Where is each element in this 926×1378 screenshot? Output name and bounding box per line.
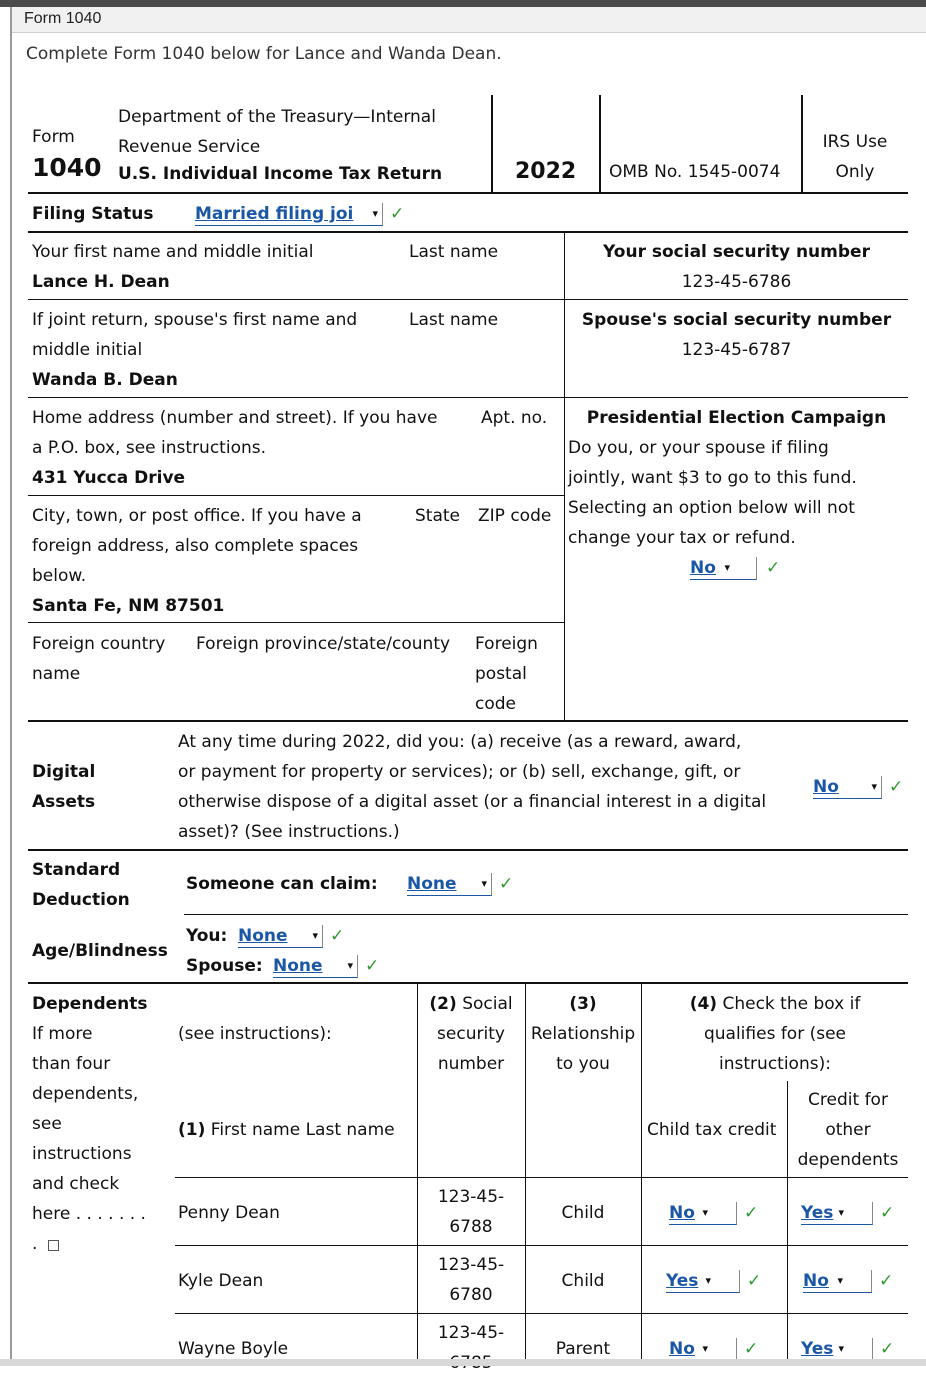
standard-label-line1: Standard xyxy=(32,860,121,880)
home-rule xyxy=(28,495,564,496)
dependent-name: Wayne Boyle xyxy=(178,1339,289,1359)
col3-header-line1: Relationship xyxy=(530,1024,636,1044)
campaign-line1: Do you, or your spouse if filing xyxy=(568,438,829,458)
campaign-line2: jointly, want $3 to go to this fund. xyxy=(568,468,857,488)
col1-header xyxy=(178,1115,395,1145)
check-icon: ✓ xyxy=(390,204,405,224)
child-credit-header: Child tax credit xyxy=(647,1120,777,1140)
dept-line2: Revenue Service xyxy=(118,137,261,157)
child-credit-value: No xyxy=(669,1339,695,1359)
omb-number: OMB No. 1545-0074 xyxy=(609,162,781,182)
col4-header-line3: instructions): xyxy=(719,1054,831,1074)
chevron-down-icon: ▾ xyxy=(837,1274,843,1287)
filing-status-rule xyxy=(28,231,908,233)
city-label-line2: foreign address, also complete spaces xyxy=(32,536,359,556)
col4-header-line1 xyxy=(642,989,908,1019)
foreign-country-line2: name xyxy=(32,664,81,684)
other-credit-select[interactable] xyxy=(801,1202,873,1225)
child-credit-select[interactable] xyxy=(666,1270,740,1293)
dependents-side-line: than four xyxy=(32,1054,111,1074)
header-divider-2 xyxy=(599,95,601,193)
chevron-down-icon: ▾ xyxy=(347,959,353,972)
digital-question-line4: asset)? (See instructions.) xyxy=(178,822,400,842)
deduction-bottom-rule xyxy=(28,982,908,984)
col3-number: (3) xyxy=(569,994,597,1014)
chevron-down-icon: ▾ xyxy=(702,1206,708,1219)
spouse-rule xyxy=(28,397,908,398)
other-credit-select[interactable] xyxy=(801,1338,873,1361)
chevron-down-icon: ▾ xyxy=(838,1206,844,1219)
child-credit-value: No xyxy=(669,1203,695,1223)
chevron-down-icon: ▾ xyxy=(702,1342,708,1355)
digital-question-line3: otherwise dispose of a digital asset (or a financial interest in a digital xyxy=(178,792,767,812)
foreign-postal-line1: Foreign xyxy=(475,634,538,654)
you-value: None xyxy=(238,926,288,946)
more-dependents-checkbox[interactable] xyxy=(48,1240,59,1251)
city-value: Santa Fe, NM 87501 xyxy=(32,596,225,616)
chevron-down-icon: ▾ xyxy=(705,1274,711,1287)
you-label: You: xyxy=(186,926,228,946)
spouse-name-label-line1: If joint return, spouse's first name and xyxy=(32,310,358,330)
check-icon: ✓ xyxy=(330,926,345,946)
state-label: State xyxy=(415,506,460,526)
check-icon: ✓ xyxy=(365,956,380,976)
dependent-relationship: Parent xyxy=(555,1339,611,1359)
form-number: 1040 xyxy=(32,153,102,182)
filing-status-value: Married filing joi xyxy=(195,204,354,224)
dependents-header-rule xyxy=(175,1177,908,1178)
col3-header-line2: to you xyxy=(556,1054,610,1074)
digital-label-line2: Assets xyxy=(32,792,96,812)
apt-label: Apt. no. xyxy=(481,408,548,428)
last-name-label: Last name xyxy=(409,242,499,262)
header-bottom-rule xyxy=(28,192,908,194)
child-credit-select[interactable] xyxy=(669,1338,737,1361)
digital-question-line2: or payment for property or services); or (b) sell, exchange, gift, or xyxy=(178,762,741,782)
tax-year: 2022 xyxy=(515,159,577,184)
home-address: 431 Yucca Drive xyxy=(32,468,186,488)
col2-header-line1 xyxy=(418,989,524,1019)
address-bottom-rule xyxy=(28,720,908,722)
chevron-down-icon: ▾ xyxy=(481,877,487,890)
someone-can-claim-value: None xyxy=(407,874,457,894)
dependent-ssn-line1: 123-45- xyxy=(437,1255,505,1275)
taxpayer-rule xyxy=(28,299,908,300)
window-title: Form 1040 xyxy=(24,10,102,27)
col4-number: (4) xyxy=(689,994,718,1014)
chevron-down-icon: ▾ xyxy=(372,207,378,220)
dependent-ssn-line2: 6780 xyxy=(449,1285,493,1305)
window-left-border xyxy=(10,7,12,1366)
campaign-select[interactable] xyxy=(690,557,757,580)
other-credit-value: No xyxy=(803,1271,829,1291)
standard-label-line2: Deduction xyxy=(32,890,130,910)
check-icon: ✓ xyxy=(747,1271,762,1291)
filing-status-label: Filing Status xyxy=(32,204,154,224)
home-label-line2: a P.O. box, see instructions. xyxy=(32,438,266,458)
other-credit-value: Yes xyxy=(801,1203,834,1223)
other-credit-select[interactable] xyxy=(803,1270,872,1293)
zip-label: ZIP code xyxy=(478,506,552,526)
someone-rule xyxy=(184,914,908,915)
dependents-side-line: If more xyxy=(32,1024,93,1044)
dependent-name: Kyle Dean xyxy=(178,1271,264,1291)
taxpayer-name: Lance H. Dean xyxy=(32,272,170,292)
city-label-line1: City, town, or post office. If you have a xyxy=(32,506,362,526)
taxpayer-ssn: 123-45-6786 xyxy=(681,272,792,292)
other-credit-header-line3: dependents xyxy=(797,1150,899,1170)
other-credit-header-line1: Credit for xyxy=(808,1090,888,1110)
filing-status-select[interactable] xyxy=(195,203,383,226)
chevron-down-icon: ▾ xyxy=(724,561,730,574)
row-rule xyxy=(175,1245,908,1246)
dependent-relationship: Child xyxy=(561,1271,605,1291)
spouse-last-name-label: Last name xyxy=(409,310,499,330)
city-label-line3: below. xyxy=(32,566,87,586)
dependent-name: Penny Dean xyxy=(178,1203,280,1223)
foreign-province-label: Foreign province/state/county xyxy=(196,634,451,654)
check-icon: ✓ xyxy=(880,1203,895,1223)
spouse-name-label-line2: middle initial xyxy=(32,340,143,360)
ssn-label: Your social security number xyxy=(603,242,870,262)
window-bottom-bar xyxy=(0,1359,926,1366)
campaign-title: Presidential Election Campaign xyxy=(586,408,887,428)
dependents-side-line: instructions xyxy=(32,1144,132,1164)
other-credit-header-line2: other xyxy=(825,1120,871,1140)
dependents-title: Dependents xyxy=(32,994,148,1014)
spouse-age-select[interactable] xyxy=(273,955,358,978)
dependent-ssn-line1: 123-45- xyxy=(437,1323,505,1343)
instructions-text: Complete Form 1040 below for Lance and Wanda Dean. xyxy=(26,44,502,64)
spouse-age-label: Spouse: xyxy=(186,956,263,976)
dependents-side-line: dependents, xyxy=(32,1084,139,1104)
campaign-value: No xyxy=(690,558,716,578)
check-icon: ✓ xyxy=(889,777,904,797)
col1-label: First name Last name xyxy=(210,1120,395,1140)
foreign-postal-line3: code xyxy=(475,694,516,714)
foreign-postal-line2: postal xyxy=(475,664,527,684)
header-divider-1 xyxy=(491,95,493,193)
check-icon: ✓ xyxy=(499,874,514,894)
irs-use-line2: Only xyxy=(835,162,875,182)
age-blindness-label: Age/Blindness xyxy=(32,941,168,961)
dependents-side-line: see xyxy=(32,1114,62,1134)
someone-can-claim-label: Someone can claim: xyxy=(186,874,378,894)
foreign-country-line1: Foreign country xyxy=(32,634,166,654)
campaign-line3: Selecting an option below will not xyxy=(568,498,855,518)
col2-number: (2) xyxy=(429,994,457,1014)
digital-question-line1: At any time during 2022, did you: (a) receive (as a reward, award, xyxy=(178,732,742,752)
you-select[interactable] xyxy=(238,925,323,948)
dependent-ssn-line1: 123-45- xyxy=(437,1187,505,1207)
dependent-ssn-line2: 6788 xyxy=(449,1217,493,1237)
digital-label-line1: Digital xyxy=(32,762,96,782)
chevron-down-icon: ▾ xyxy=(838,1342,844,1355)
check-icon: ✓ xyxy=(879,1271,894,1291)
window-title-bar xyxy=(12,7,926,33)
other-credit-value: Yes xyxy=(801,1339,834,1359)
home-label-line1: Home address (number and street). If you have xyxy=(32,408,438,428)
col4-label-line1: Check the box if xyxy=(722,994,861,1014)
check-icon: ✓ xyxy=(744,1203,759,1223)
dependent-relationship: Child xyxy=(561,1203,605,1223)
dependents-side-line: . xyxy=(32,1234,38,1254)
check-icon: ✓ xyxy=(880,1339,895,1359)
city-rule xyxy=(28,622,564,623)
dependents-side-line: here . . . . . . . xyxy=(32,1204,146,1224)
spouse-name: Wanda B. Dean xyxy=(32,370,178,390)
digital-rule xyxy=(28,849,908,851)
return-title: U.S. Individual Income Tax Return xyxy=(118,164,443,184)
digital-assets-select[interactable] xyxy=(813,776,882,799)
form-label: Form xyxy=(32,127,75,147)
check-icon: ✓ xyxy=(766,558,781,578)
child-credit-value: Yes xyxy=(666,1271,699,1291)
dept-line1: Department of the Treasury—Internal xyxy=(118,107,436,127)
col2-label-line1: Social xyxy=(462,994,513,1014)
spouse-ssn: 123-45-6787 xyxy=(681,340,792,360)
first-name-label: Your first name and middle initial xyxy=(32,242,314,262)
spouse-age-value: None xyxy=(273,956,323,976)
child-credit-select[interactable] xyxy=(669,1202,737,1225)
dependents-side-line: and check xyxy=(32,1174,120,1194)
col4-header-line2: qualifies for (see xyxy=(703,1024,847,1044)
chevron-down-icon: ▾ xyxy=(871,780,877,793)
col1-number: (1) xyxy=(178,1120,206,1140)
chevron-down-icon: ▾ xyxy=(312,929,318,942)
check-icon: ✓ xyxy=(744,1339,759,1359)
row-rule xyxy=(175,1313,908,1314)
someone-can-claim-select[interactable] xyxy=(407,873,492,896)
spouse-ssn-label: Spouse's social security number xyxy=(581,310,892,330)
irs-use-line1: IRS Use xyxy=(822,132,888,152)
window-top-bar xyxy=(0,0,926,7)
col2-header-line2: security xyxy=(437,1024,505,1044)
see-instructions-label: (see instructions): xyxy=(178,1024,332,1044)
campaign-line4: change your tax or refund. xyxy=(568,528,796,548)
col2-header-line3: number xyxy=(437,1054,505,1074)
digital-assets-value: No xyxy=(813,777,839,797)
